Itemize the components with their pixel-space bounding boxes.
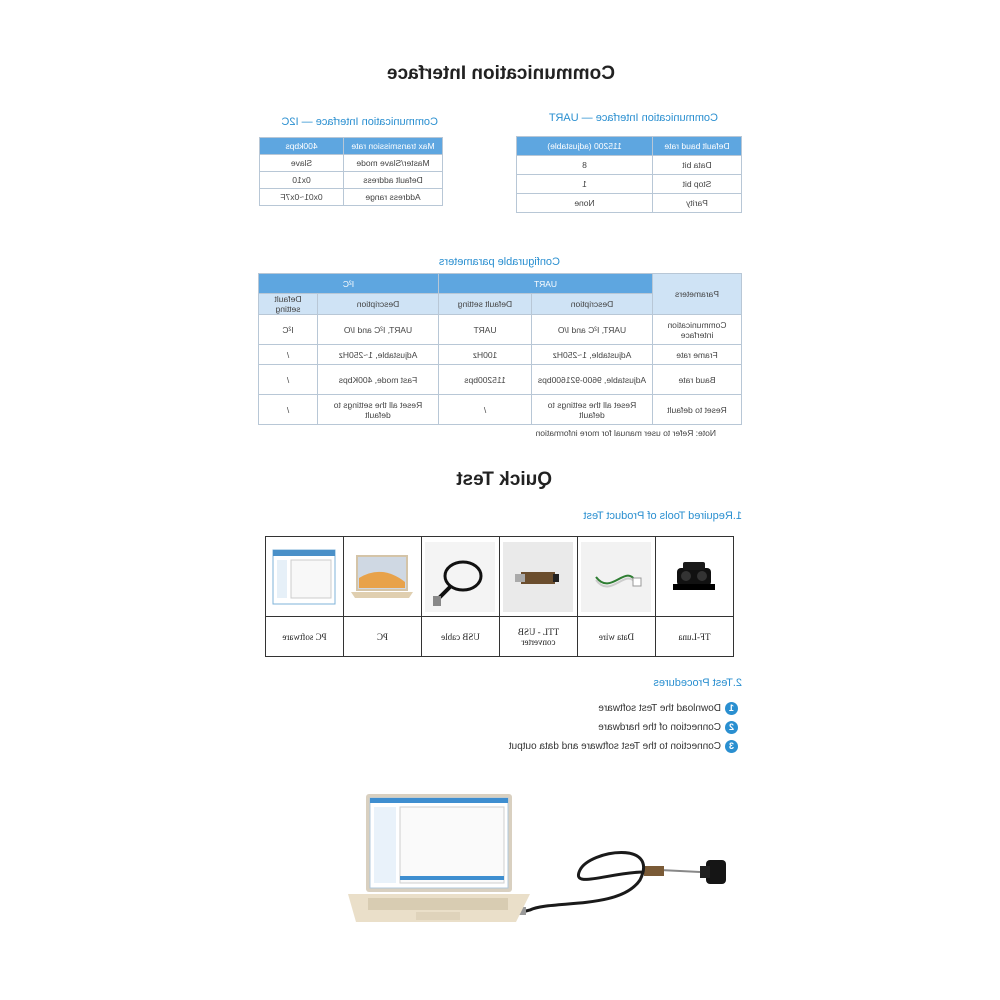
uart-cell: 115200 (adjustable): [517, 137, 653, 156]
step-text: Download the Test software: [598, 703, 721, 714]
config-cell: Adjustable, 1~250Hz: [318, 345, 439, 365]
tool-label: PC software: [266, 617, 344, 657]
config-header-uart: UART: [439, 274, 653, 294]
tool-label: PC: [344, 617, 422, 657]
config-header-default: Default setting: [439, 294, 532, 315]
config-table: [258, 273, 742, 425]
procedure-step: [509, 740, 738, 753]
config-header-desc: Description: [532, 294, 653, 315]
tool-image-pc: [344, 537, 422, 617]
config-cell: Adjustable, 9600-921600bps: [532, 365, 653, 395]
config-header-i2c: I²C: [259, 274, 439, 294]
step-text: Connection to the Test software and data output: [508, 741, 721, 752]
config-cell: /: [259, 395, 318, 425]
i2c-cell: Master/Slave mode: [344, 155, 443, 172]
tool-label: TTL - USB converter: [500, 617, 578, 657]
config-cell: Adjustable, 1~250Hz: [532, 345, 653, 365]
uart-cell: None: [517, 194, 653, 213]
tools-caption: 1.Required Tools of Product Test: [583, 510, 742, 522]
config-cell: UART, I²C and I/O: [532, 315, 653, 345]
step-text: Connection of the hardware: [598, 722, 721, 733]
i2c-cell: 0x01~0x7F: [260, 189, 344, 206]
i2c-cell: Default address: [344, 172, 443, 189]
tool-image-pc-software: [266, 537, 344, 617]
tool-image-tf-luna: [656, 537, 734, 617]
laptop-icon: [348, 794, 530, 922]
uart-cell: Stop bit: [653, 175, 742, 194]
config-cell: Reset all the settings to default: [318, 395, 439, 425]
tool-label: USB cable: [422, 617, 500, 657]
config-cell: UART: [439, 315, 532, 345]
config-header-parameters: Parameters: [653, 274, 742, 315]
step-number: 2: [725, 721, 738, 734]
tool-label: Data wire: [578, 617, 656, 657]
uart-cell: Default baud rate: [653, 137, 742, 156]
uart-cell: 8: [517, 156, 653, 175]
section-title-communication: Communication Interface: [386, 63, 615, 84]
step-number: 3: [725, 740, 738, 753]
uart-table: [516, 136, 742, 213]
i2c-cell: Max transmission rate: [344, 138, 443, 155]
i2c-cell: 400kbps: [260, 138, 344, 155]
config-cell: /: [259, 345, 318, 365]
config-cell: Communication interface: [653, 315, 742, 345]
config-cell: /: [259, 365, 318, 395]
config-cell: 115200bps: [439, 365, 532, 395]
tool-image-usb-cable: [422, 537, 500, 617]
section-title-quick-test: Quick Test: [456, 469, 552, 490]
i2c-cell: Slave: [260, 155, 344, 172]
config-note: Note: Refer to user manual for more information: [535, 428, 716, 438]
config-cell: /: [439, 395, 532, 425]
tool-label: TF-Luna: [656, 617, 734, 657]
config-header-desc: Description: [318, 294, 439, 315]
config-cell: Baud rate: [653, 365, 742, 395]
sensor-icon: [700, 860, 726, 884]
config-cell: I²C: [259, 315, 318, 345]
procedures-caption: 2.Test Procedures: [653, 677, 742, 689]
procedure-step: [598, 702, 738, 715]
tool-image-ttl-usb-converter: [500, 537, 578, 617]
config-caption: Configurable parameters: [438, 256, 560, 268]
config-cell: UART, I²C and I/O: [318, 315, 439, 345]
config-header-default: Default setting: [259, 294, 318, 315]
step-number: 1: [725, 702, 738, 715]
tool-image-data-wire: [578, 537, 656, 617]
i2c-cell: 0x10: [260, 172, 344, 189]
i2c-caption: Communication Interface — I2C: [281, 116, 438, 128]
uart-cell: 1: [517, 175, 653, 194]
config-cell: Frame rate: [653, 345, 742, 365]
i2c-cell: Address range: [344, 189, 443, 206]
uart-caption: Communication Interface — UART: [548, 112, 718, 124]
uart-cell: Data bit: [653, 156, 742, 175]
setup-illustration: [310, 780, 730, 940]
procedure-step: [598, 721, 738, 734]
config-cell: Fast mode, 400Kbps: [318, 365, 439, 395]
tools-table: [265, 536, 734, 657]
uart-cell: Parity: [653, 194, 742, 213]
config-cell: Reset all the settings to default: [532, 395, 653, 425]
i2c-table: [259, 137, 443, 206]
config-cell: Reset to default: [653, 395, 742, 425]
config-cell: 100Hz: [439, 345, 532, 365]
